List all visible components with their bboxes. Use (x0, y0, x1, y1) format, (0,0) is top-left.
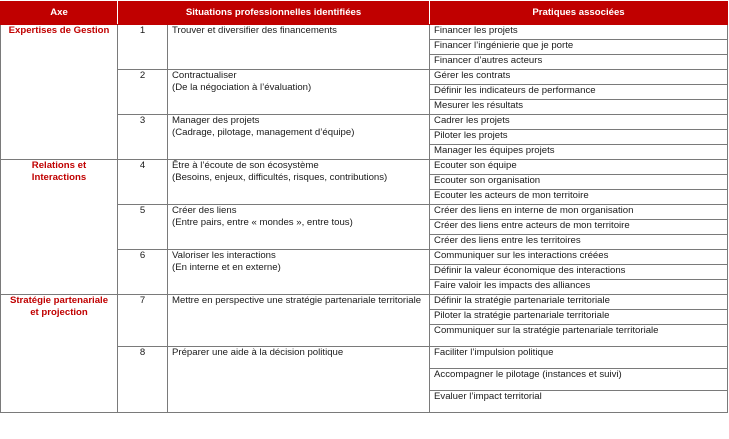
practice-cell: Financer les projets (430, 25, 728, 40)
table-row (1, 295, 728, 310)
practice-cell: Définir la stratégie partenariale territoriale (430, 295, 728, 310)
situation-title: Préparer une aide à la décision politique (172, 347, 344, 358)
practice-cell: Mesurer les résultats (430, 100, 728, 115)
situation-cell (168, 25, 430, 70)
practice-cell: Faciliter l’impulsion politique (430, 347, 728, 369)
header-axe: Axe (1, 2, 118, 25)
situation-number: 8 (118, 347, 168, 413)
practice-cell: Evaluer l’impact territorial (430, 391, 728, 413)
practice-cell: Accompagner le pilotage (instances et suivi) (430, 369, 728, 391)
situation-number: 3 (118, 115, 168, 160)
header-row (1, 2, 728, 25)
practice-cell: Piloter les projets (430, 130, 728, 145)
situation-cell (168, 250, 430, 295)
axis-label: Expertises de Gestion (1, 25, 118, 160)
practice-cell: Manager les équipes projets (430, 145, 728, 160)
situation-cell (168, 205, 430, 250)
situation-cell (168, 347, 430, 413)
situation-number: 1 (118, 25, 168, 70)
practice-cell: Communiquer sur les interactions créées (430, 250, 728, 265)
practice-cell: Créer des liens en interne de mon organisation (430, 205, 728, 220)
table-row (1, 25, 728, 40)
competency-table (0, 1, 728, 413)
practice-cell: Définir les indicateurs de performance (430, 85, 728, 100)
header-situations: Situations professionnelles identifiées (118, 2, 430, 25)
axis-label: Stratégie partenariale et projection (1, 295, 118, 413)
practice-cell: Définir la valeur économique des interactions (430, 265, 728, 280)
situation-cell (168, 295, 430, 347)
practice-cell: Ecouter son organisation (430, 175, 728, 190)
situation-title: Valoriser les interactions (172, 250, 276, 261)
practice-cell: Piloter la stratégie partenariale territoriale (430, 310, 728, 325)
situation-title: Trouver et diversifier des financements (172, 25, 337, 36)
practice-cell: Ecouter son équipe (430, 160, 728, 175)
situation-number: 6 (118, 250, 168, 295)
practice-cell: Gérer les contrats (430, 70, 728, 85)
practice-cell: Créer des liens entre les territoires (430, 235, 728, 250)
axis-label: Relations et Interactions (1, 160, 118, 295)
situation-cell (168, 115, 430, 160)
situation-details: (En interne et en externe) (172, 262, 281, 273)
situation-number: 7 (118, 295, 168, 347)
situation-details: (Entre pairs, entre « mondes », entre tous) (172, 217, 353, 228)
situation-number: 4 (118, 160, 168, 205)
situation-title: Mettre en perspective une stratégie partenariale territoriale (172, 295, 422, 306)
situation-title: Manager des projets (172, 115, 260, 126)
practice-cell: Ecouter les acteurs de mon territoire (430, 190, 728, 205)
situation-title: Contractualiser (172, 70, 237, 81)
situation-number: 5 (118, 205, 168, 250)
situation-number: 2 (118, 70, 168, 115)
situation-title: Créer des liens (172, 205, 237, 216)
practice-cell: Financer d’autres acteurs (430, 55, 728, 70)
practice-cell: Communiquer sur la stratégie partenariale territoriale (430, 325, 728, 347)
header-pratiques: Pratiques associées (430, 2, 728, 25)
situation-details: (De la négociation à l’évaluation) (172, 82, 312, 93)
situation-details: (Besoins, enjeux, difficultés, risques, contributions) (172, 172, 388, 183)
situation-title: Être à l’écoute de son écosystème (172, 160, 319, 171)
situation-details: (Cadrage, pilotage, management d’équipe) (172, 127, 355, 138)
situation-cell (168, 160, 430, 205)
situation-cell (168, 70, 430, 115)
practice-cell: Cadrer les projets (430, 115, 728, 130)
practice-cell: Financer l’ingénierie que je porte (430, 40, 728, 55)
practice-cell: Faire valoir les impacts des alliances (430, 280, 728, 295)
table-row (1, 160, 728, 175)
practice-cell: Créer des liens entre acteurs de mon territoire (430, 220, 728, 235)
